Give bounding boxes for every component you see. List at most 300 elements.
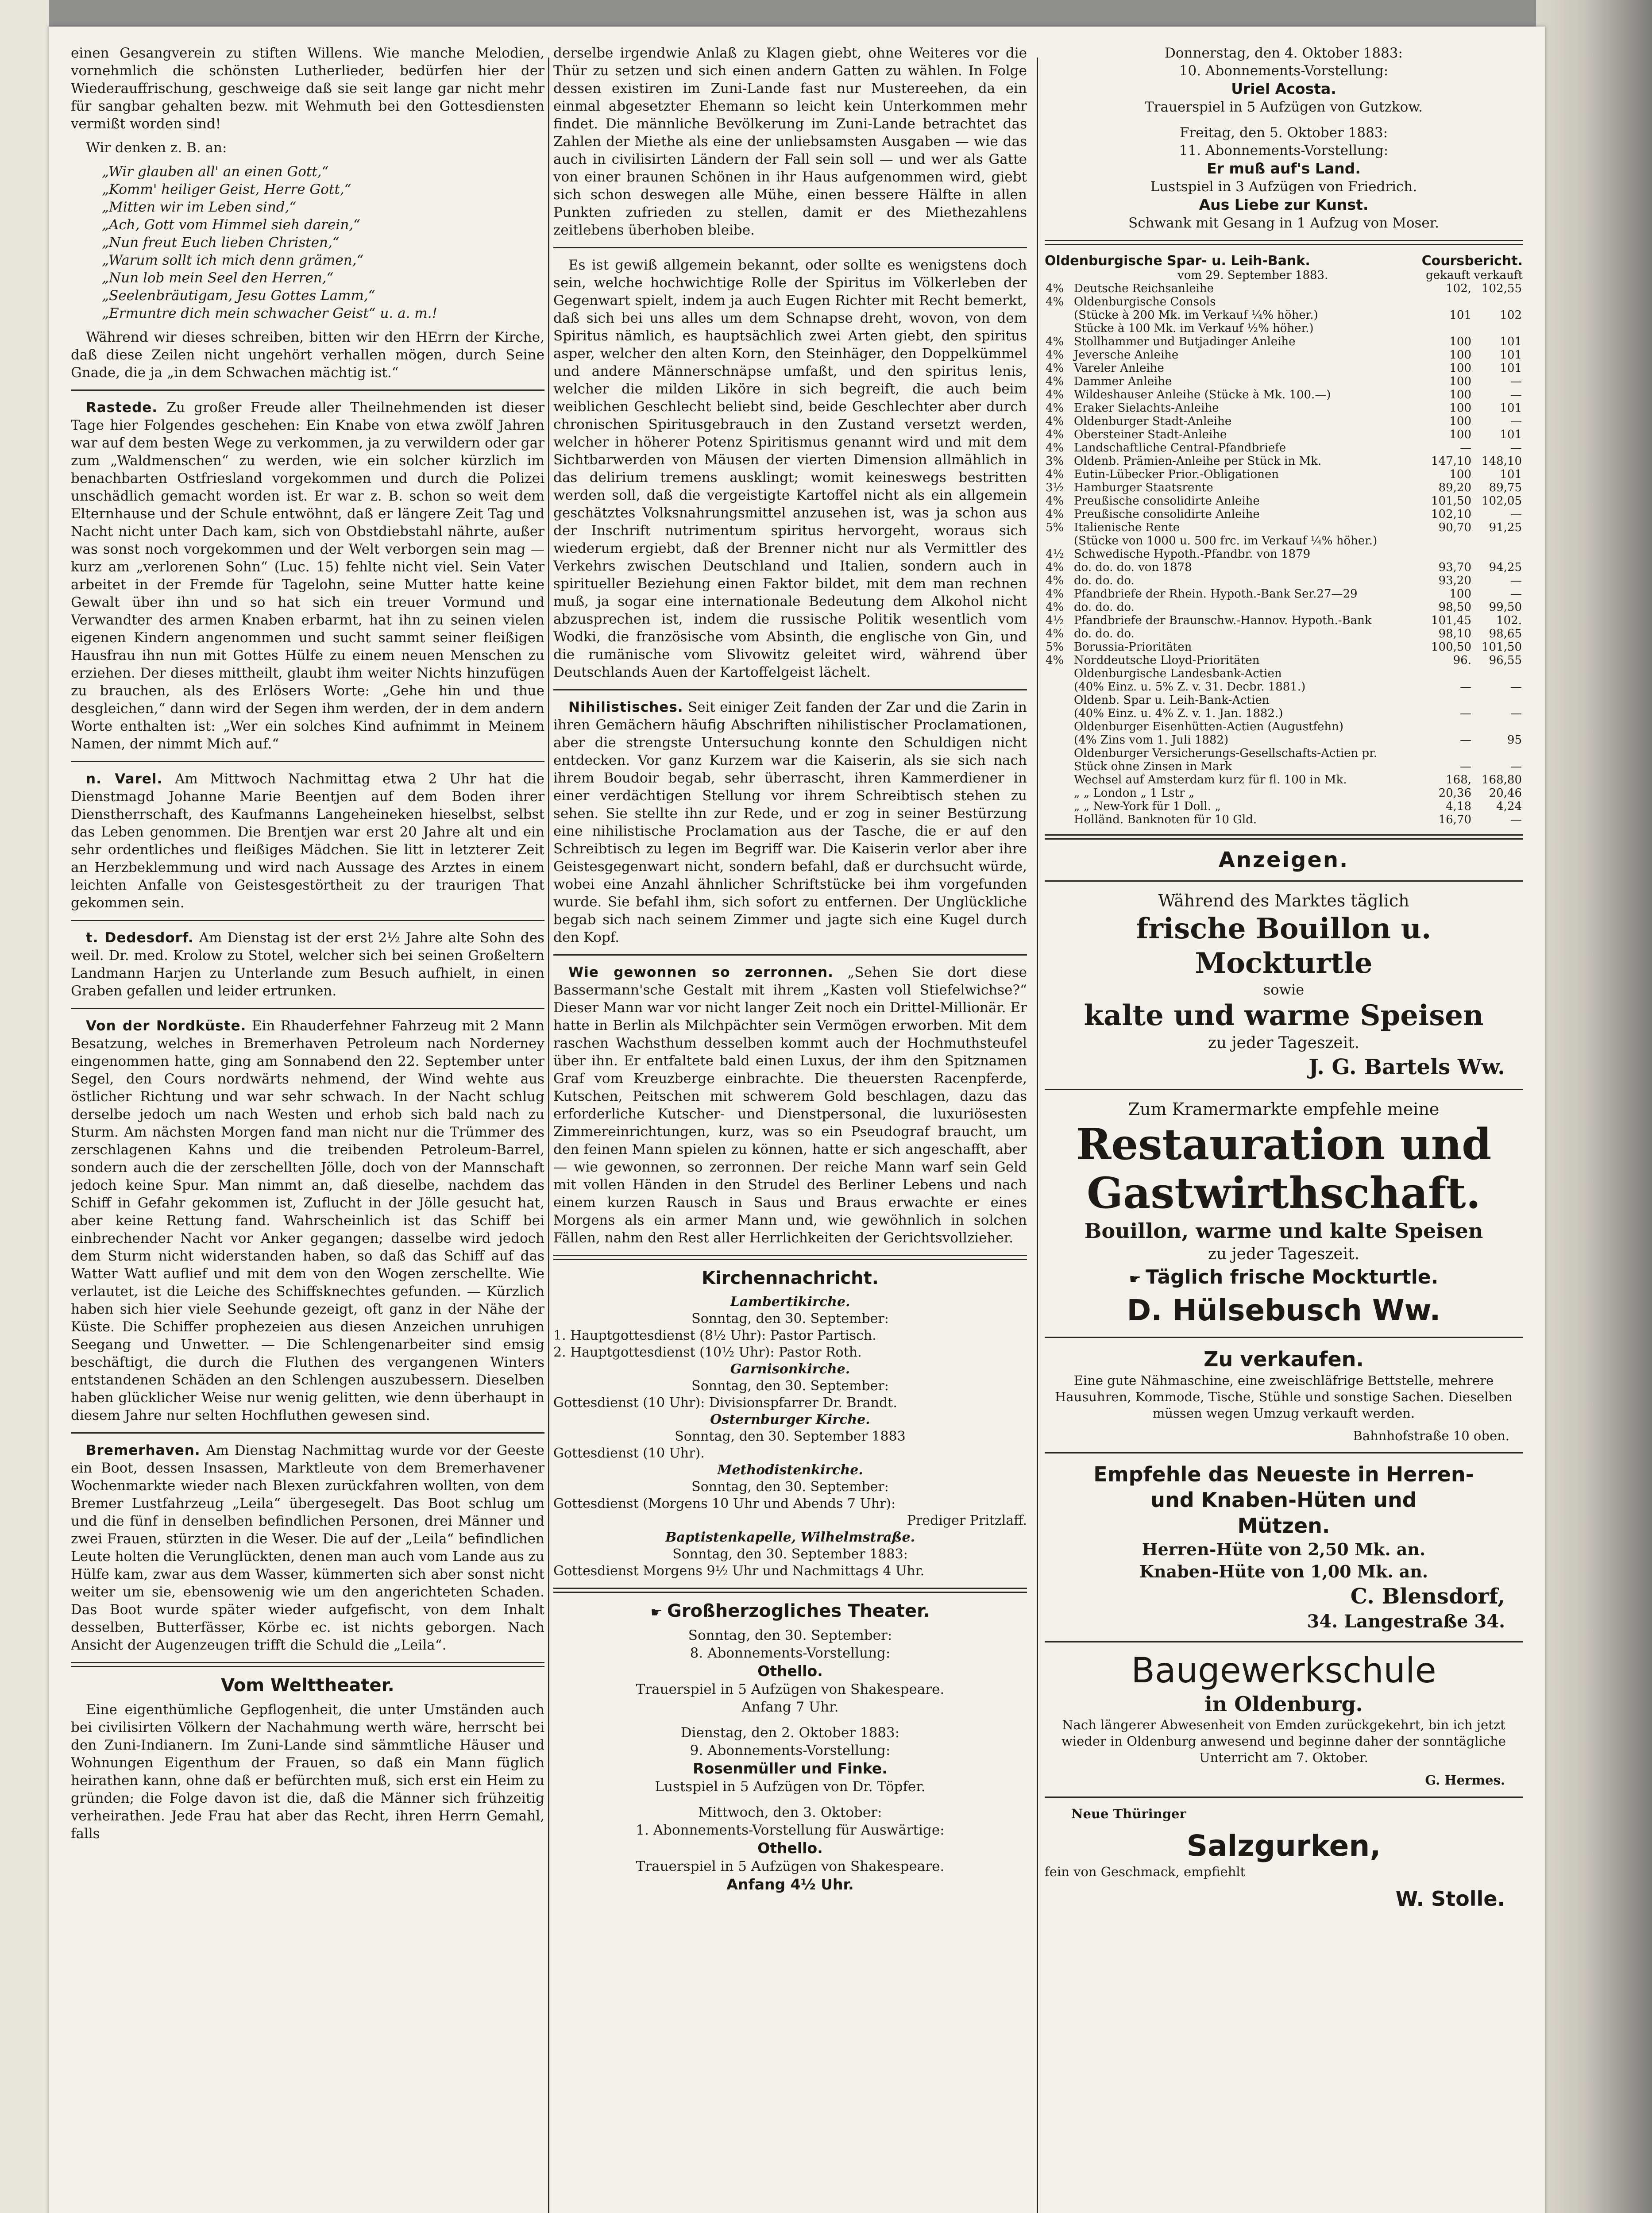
exchange-rate: 4½ [1046,547,1064,561]
church-line: Sonntag, den 30. September 1883: [672,1546,908,1562]
exchange-security: do. do. do. [1074,574,1135,587]
exchange-bought [1422,534,1472,547]
exchange-sold: 101 [1500,401,1522,415]
exchange-sold: 95 [1507,733,1522,747]
hymn-line: „Ach, Gott vom Himmel sieh darein,“ [102,217,361,233]
article-body: Seit einiger Zeit fanden der Zar und die Zarin in ihren Gemächern häufig Abschriften nihilistischer Proclamationen, aber die strengste Untersuchung konnte den Schuldigen nicht entdecken. Vor ganz Kurzem war die Kaiserin, als sie sich nach ihrem Boudoir begab, sehr überrascht, ihren Kammerdiener in einer verdächtigen Stellung vor ihrem Schreibtisch stehen zu sehen. Sie stellte ihn zur Rede, und er zog in seiner Bestürzung eine nihilistische Proclamation aus der Tasche, die er auf den Schreibtisch zu legen im Begriff war. Die Kaiserin verlor aber ihre Geistesgegenwart nicht, sondern befahl, daß er durchsucht würde, wobei eine Anzahl ähnlicher Schriftstücke bei ihm vorgefunden wurde. Sie befahl ihm, sich sofort zu entfernen. Der Unglückliche begab sich nach seinem Zimmer und jagte sich eine Kugel durch den Kopf. [553,699,1027,945]
exchange-security: Pfandbriefe der Braunschw.-Hannov. Hypoth.-Bank [1074,614,1372,627]
ad-zu-verkaufen [1045,1346,1523,1444]
exchange-sold: — [1510,760,1522,773]
exchange-security: „ „ London „ 1 Lstr „ [1074,787,1195,800]
exchange-sold: 101 [1500,428,1522,441]
exchange-sold [1472,667,1523,680]
report-date: vom 29. September 1883. [1177,269,1328,282]
exchange-bought: 102, [1446,282,1471,295]
exchange-bought [1422,322,1472,335]
exchange-row [1045,627,1523,640]
news-item [71,770,544,912]
exchange-bought: 101,50 [1431,494,1471,508]
exchange-report-header [1045,253,1523,269]
exchange-bought: 101 [1449,308,1471,322]
news-body: Am Mittwoch Nachmittag etwa 2 Uhr hat die Dienstmagd Johanne Marie Beentjen auf dem Boden ihrer Dienstherrschaft, des Kaufmanns Langeheineken hieselbst, selbst das Leben genommen. Die Brentjen war erst 20 Jahre alt und ein sehr ordentliches und fleißiges Mädchen. Sie litt in letzterer Zeit an Herzbeklemmung und wird nach Aussage des Arztes in einem leichten Anfalle von Geistesgestörtheit zu der traurigen That gekommen sein. [71,771,544,911]
exchange-security: Preußische consolidirte Anleihe [1074,508,1260,521]
exchange-row [1045,282,1523,295]
adjacent-page-edge [0,0,49,2213]
exchange-sold: 101,50 [1482,640,1522,654]
exchange-rate: 4% [1046,428,1064,441]
exchange-bought: — [1460,760,1471,773]
exchange-rate [1045,800,1073,813]
theater-program [553,1627,1027,1894]
exchange-security: Eutin-Lübecker Prior.-Obligationen [1074,468,1279,481]
news-item [71,1017,544,1424]
exchange-rate [1045,308,1073,322]
exchange-security: Obersteiner Stadt-Anleihe [1074,428,1227,441]
ad-headline: Gastwirthschaft. [1087,1168,1481,1218]
church-line: Gottesdienst (Morgens 10 Uhr und Abends 7 Uhr): [553,1496,896,1511]
exchange-sold: 89,75 [1489,481,1522,494]
ad-text: Nach längerer Abwesenheit von Emden zurückgekehrt, bin ich jetzt wieder in Oldenburg anwesend und beginne daher der sonntägliche Unterricht am 7. Oktober. [1061,1717,1506,1765]
news-item [71,399,544,753]
exchange-rate: 5% [1046,521,1064,534]
exchange-sold [1472,534,1523,547]
exchange-row [1045,561,1523,574]
divider [1045,1797,1523,1798]
exchange-sold: — [1510,574,1522,587]
ad-line: sowie [1263,981,1305,998]
exchange-bought [1422,720,1472,733]
program-line: 11. Abonnements-Vorstellung: [1179,143,1389,158]
program-line: Trauerspiel in 5 Aufzügen von Shakespeare. [636,1858,945,1874]
ad-signature: D. Hülsebusch Ww. [1127,1293,1441,1327]
exchange-sold: — [1510,813,1522,826]
program-line: Mittwoch, den 3. Oktober: [698,1804,882,1820]
column-rule [1037,58,1038,2213]
newspaper-page [49,27,1545,2213]
poem-close: Während wir dieses schreiben, bitten wir den HErrn der Kirche, daß diese Zeilen nicht ungehört verhallen mögen, durch Seine Gnade, die ja „in dem Schwachen mächtig ist.“ [71,329,544,381]
hymn-list [102,163,544,322]
hymn-line: „Mitten wir im Leben sind,“ [102,199,297,215]
exchange-bought: 100 [1449,388,1471,401]
article-continued: derselbe irgendwie Anlaß zu Klagen giebt, ohne Weiteres vor die Thür zu setzen und sich einen andern Gatten zu wählen. In Folge dessen existiren im Zuni-Lande fast nur Mustereehen, da ein einmal abgesetzter Ehemann so leicht kein Unterkommen mehr findet. Die männliche Bevölkerung im Zuni-Lande betrachtet das Zahlen der Miethe als eine der unliebsamsten Ausgaben — wie das auch in civilisirten Ländern der Fall sein soll — und wer als Gatte von einer braunen Schönen in ihr Haus aufgenommen wird, giebt sich schon deswegen alle Mühe, einen bessere Hälfte in allen Punkten zufrieden zu stellen, damit er des Miethezahlens zeitlebens überhoben bleibe. [553,45,1027,238]
divider [1045,240,1523,245]
exchange-bought: 147,10 [1431,455,1471,468]
exchange-security: Stollhammer und Butjadinger Anleihe [1074,335,1296,348]
exchange-sold [1472,322,1523,335]
exchange-table [1045,282,1523,826]
exchange-row [1045,640,1523,654]
poem-lead: Wir denken z. B. an: [86,140,227,156]
ad-line: Herren-Hüte von 2,50 Mk. an. [1142,1539,1426,1559]
exchange-rate: 4% [1046,375,1064,388]
exchange-bought: 16,70 [1438,813,1471,826]
exchange-security: Wildeshauser Anleihe (Stücke à Mk. 100.—) [1074,388,1331,401]
exchange-security: Oldenburgische Consols [1074,295,1216,308]
exchange-sold: 94,25 [1489,561,1522,574]
exchange-sold [1472,747,1523,760]
ad-headline: frische Bouillon u. Mockturtle [1136,912,1432,980]
exchange-sold: 101 [1500,348,1522,362]
exchange-row [1045,733,1523,747]
program-line: Schwank mit Gesang in 1 Aufzug von Moser. [1128,215,1440,231]
divider [553,689,1027,690]
exchange-bought: 90,70 [1438,521,1471,534]
exchange-rate: 4% [1046,561,1064,574]
church-line: Garnisonkirche. [730,1361,850,1377]
exchange-security: Wechsel auf Amsterdam kurz für fl. 100 in Mk. [1074,773,1347,787]
exchange-row [1045,295,1523,308]
ad-text: Eine gute Nähmaschine, eine zweischläfrige Bettstelle, mehrere Hausuhren, Kommode, Tische, Stühle und sonstige Sachen. Dieselben müssen wegen Umzug verkauft werden. [1055,1373,1513,1421]
exchange-row [1045,534,1523,547]
ads-title: Anzeigen. [1218,848,1349,872]
exchange-security: Stücke à 100 Mk. im Verkauf ½% höher.) [1074,322,1314,335]
exchange-row [1045,455,1523,468]
exchange-bought: — [1460,733,1471,747]
ad-line: Während des Marktes täglich [1158,891,1409,910]
divider [71,1008,544,1009]
hymn-line: „Nun lob mein Seel den Herren,“ [102,270,334,286]
exchange-sold: — [1510,415,1522,428]
ad-line: zu jeder Tageszeit. [1208,1245,1360,1263]
ad-line [1045,1265,1523,1292]
exchange-rate: 4% [1046,441,1064,455]
exchange-row [1045,720,1523,733]
ad-blensdorf [1045,1461,1523,1633]
exchange-security: Landschaftliche Central-Pfandbriefe [1074,441,1286,455]
divider [1045,1641,1523,1642]
exchange-rate: 4½ [1046,614,1064,627]
news-heading: Bremerhaven. [86,1442,201,1458]
divider [553,954,1027,956]
news-body: Zu großer Freude aller Theilnehmenden ist dieser Tage hier Folgendes geschehen: Ein Knabe von etwa zwölf Jahren war auf dem besten Wege zu verkommen, ja zu verwildern oder gar zum „Waldmenschen“ zu werden, wie ein solcher kürzlich im benachbarten Ostfriesland vorgekommen und durch die Polizei unschädlich gemacht worden ist. Er war z. B. schon so weit dem Elternhause und der Schule entwöhnt, daß er längere Zeit Tag und Nacht nicht unter Dach kam, sich von Obstdiebstahl nährte, außer was sonst noch vorgekommen und der Welt verborgen sein mag — kurz am „verlorenen Sohn“ (Luc. 15) fehlte nicht viel. Sein Vater arbeitet in der Fremde für Tagelohn, seine Mutter hatte keine Gewalt über ihn und so hat sich ein treuer Vormund und Verwandter des armen Knaben erbarmt, hat ihn zu seinen vielen eigenen Kindern angenommen und sucht sammt seiner fleißigen Hausfrau ihn nun mit Gottes Hülfe zu einem neuen Menschen zu erziehen. Der dieses mittheilt, glaubt ihm weiter Nichts hinzufügen zu brauchen, als des Erlösers Worte: „Gehe hin und thue desgleichen,“ dann wird der Segen ihm werden, der in dem andern Worte enthalten ist: „Wer ein solches Kind aufnimmt in Meinem Namen, der nimmt Mich auf.“ [71,400,544,752]
exchange-sold: 20,46 [1489,787,1522,800]
article-welttheater: Eine eigenthümliche Gepflogenheit, die unter Umständen auch bei civilisirten Völkern der Nachahmung werth wäre, herrscht bei den Zuni-Indianern. Im Zuni-Lande sind sämmtliche Häuser und Wohnungen Eigenthum der Frauen, so daß ein Mann füglich heirathen kann, ohne daß er befürchten muß, sich erst ein Heim zu gründen; die Folge davon ist die, daß die Männer sich frühzeitig verheirathen. Jede Frau hat aber das Recht, ihren Herrn Gemahl, falls [71,1702,544,1842]
exchange-security: Italienische Rente [1074,521,1180,534]
exchange-bought [1422,667,1472,680]
exchange-rate [1045,720,1073,733]
exchange-rate: 4% [1046,468,1064,481]
ad-line-text: Täglich frische Mockturtle. [1146,1266,1439,1288]
section-title: Vom Welttheater. [221,1675,394,1696]
ad-line: Knaben-Hüte von 1,00 Mk. an. [1139,1561,1428,1581]
ad-salzgurken [1045,1806,1523,1911]
column-rule [548,58,549,2213]
exchange-bought: 100 [1449,362,1471,375]
program-line: Lustspiel in 5 Aufzügen von Dr. Töpfer. [655,1779,926,1795]
report-subheader [1045,269,1523,282]
ad-headline: Baugewerkschule [1131,1651,1436,1691]
hymn-line: „Nun freut Euch lieben Christen,“ [102,235,340,251]
exchange-rate [1045,707,1073,720]
exchange-bought: 96. [1453,654,1471,667]
exchange-row [1045,680,1523,694]
exchange-bought: 101,45 [1431,614,1471,627]
report-title: Coursbericht. [1421,253,1523,269]
exchange-rate: 4% [1046,601,1064,614]
exchange-row [1045,707,1523,720]
ad-signature: C. Blensdorf, [1350,1584,1505,1609]
ad-baugewerkschule [1045,1650,1523,1789]
theater-program-continued [1045,44,1523,232]
exchange-sold: 168,80 [1482,773,1522,787]
exchange-row [1045,508,1523,521]
divider [1045,1337,1523,1338]
exchange-row [1045,547,1523,561]
exchange-sold: 98,65 [1489,627,1522,640]
program-line: 1. Abonnements-Vorstellung für Auswärtige: [636,1822,945,1838]
exchange-bought: 100 [1449,348,1471,362]
play-title: Anfang 4½ Uhr. [726,1876,854,1893]
ad-line: in Oldenburg. [1204,1692,1363,1716]
exchange-rate [1045,760,1073,773]
church-line: Lambertikirche. [730,1294,850,1310]
exchange-sold: 96,55 [1489,654,1522,667]
exchange-sold: 101 [1500,362,1522,375]
exchange-security: Pfandbriefe der Rhein. Hypoth.-Bank Ser.27—29 [1074,587,1358,601]
exchange-bought: 89,20 [1438,481,1471,494]
ad-headline: Salzgurken, [1186,1829,1381,1863]
exchange-bought: 93,20 [1438,574,1471,587]
program-line: 9. Abonnements-Vorstellung: [690,1743,891,1758]
exchange-sold: — [1510,441,1522,455]
news-heading: Rastede. [86,400,158,416]
exchange-row [1045,348,1523,362]
exchange-row [1045,468,1523,481]
exchange-row [1045,747,1523,760]
exchange-security: Eraker Sielachts-Anleihe [1074,401,1219,415]
church-line: Gottesdienst (10 Uhr): Divisionspfarrer Dr. Brandt. [553,1395,897,1411]
ad-line: Zum Kramermarkte empfehle meine [1128,1099,1440,1119]
exchange-security: Vareler Anleihe [1074,362,1164,375]
exchange-row [1045,667,1523,680]
article-heading: Wie gewonnen so zerronnen. [568,964,834,980]
ad-address: Bahnhofstraße 10 oben. [1353,1428,1509,1443]
exchange-security: Stück ohne Zinsen in Mark [1074,760,1232,773]
exchange-bought: 100 [1449,428,1471,441]
exchange-bought: 168, [1446,773,1471,787]
exchange-security: Preußische consolidirte Anleihe [1074,494,1260,508]
divider [1045,880,1523,882]
exchange-row [1045,401,1523,415]
exchange-bought: — [1460,680,1471,694]
article-gewonnen [553,964,1027,1247]
exchange-sold [1472,720,1523,733]
divider [71,1662,544,1667]
exchange-row [1045,494,1523,508]
exchange-rate [1045,787,1073,800]
news-body: Am Dienstag ist der erst 2½ Jahre alte Sohn des weil. Dr. med. Krolow zu Stotel, welcher sich bei seinen Großeltern Landmann Harjen zu Unterlande zum Besuch aufhielt, in einen Graben gefallen und leider ertrunken. [71,930,544,999]
exchange-rate [1045,813,1073,826]
exchange-rate: 4% [1046,362,1064,375]
divider [553,247,1027,248]
exchange-row [1045,322,1523,335]
article-spiritus: Es ist gewiß allgemein bekannt, oder sollte es wenigstens doch sein, welche hochwichtige Rolle der Spiritus im Völkerleben der Gegenwart spielt, indem ja auch Eugen Richter mit Recht bemerkt, daß sich bei uns alles um dem Schnapse dreht, wovon, von dem Spiritus nämlich, es hauptsächlich zwei Arten giebt, den spiritus asper, welcher den alten Korn, den Steinhäger, den Doppelkümmel und andere Männerschnäpse umfaßt, und den spiritus lenis, welcher die milden Liköre in sich begreift, die auch beim weiblichen Geschlecht beliebt sind, beide Geschlechter aber durch chronischen Spiritusgebrauch in den Zustand versetzt werden, welcher in höherer Potenz Spiritismus genannt wird und mit dem Sichtbarwerden von Mäusen der vierten Dimension allmählich in das delirium tremens ausklingt; womit keineswegs bestritten werden soll, daß die vergeistigte Kartoffel nicht als ein allgemein geschätztes Volksnahrungsmittel anzusehen ist, was ja schon aus der Inschrift nutrimentum spiritus hervorgeht, woraus sich wiederum ergiebt, daß der Brenner nicht nur als Vermittler des Verkehrs zwischen Deutschland und Italien, sondern auch in spiritueller Beziehung einen Faktor bildet, mit dem man rechnen muß, ja sogar eine internationale Bedeutung dem Alkohol nicht abzusprechen ist, indem die russische Politik wesentlich vom Wodki, die französische vom Absinth, die englische von Gin, und die rumänische vom Slivowitz geleitet wird, während über Deutschlands Auen der Kartoffelgeist lächelt. [553,257,1027,680]
exchange-sold: 4,24 [1496,800,1522,813]
exchange-row [1045,481,1523,494]
ad-headline: Zu verkaufen. [1204,1347,1364,1371]
program-line: Freitag, den 5. Oktober 1883: [1179,125,1388,141]
news-heading: t. Dedesdorf. [86,930,194,946]
exchange-security: Dammer Anleihe [1074,375,1172,388]
exchange-security: (Stücke von 1000 u. 500 frc. im Verkauf ¼% höher.) [1074,534,1378,547]
article-heading: Nihilistisches. [568,699,683,715]
exchange-bought: — [1460,707,1471,720]
exchange-rate: 4% [1046,282,1064,295]
exchange-row [1045,694,1523,707]
ad-line: Mützen. [1237,1514,1330,1538]
exchange-bought: 102,10 [1431,508,1471,521]
exchange-security: Hamburger Staatsrente [1074,481,1213,494]
exchange-bought: 98,50 [1438,601,1471,614]
program-line: Sonntag, den 30. September: [688,1627,892,1643]
exchange-sold: 148,10 [1482,455,1522,468]
ad-line: fein von Geschmack, empfiehlt [1045,1864,1246,1879]
exchange-rate: 4% [1046,335,1064,348]
ad-line: und Knaben-Hüten und [1150,1488,1417,1512]
exchange-rate [1045,694,1073,707]
exchange-security: Oldenb. Prämien-Anleihe per Stück in Mk. [1074,455,1322,468]
exchange-security: Norddeutsche Lloyd-Prioritäten [1074,654,1260,667]
exchange-sold: — [1510,375,1522,388]
ad-signature: W. Stolle. [1395,1887,1505,1911]
exchange-security: Deutsche Reichsanleihe [1074,282,1214,295]
exchange-row [1045,375,1523,388]
exchange-bought: 100 [1449,335,1471,348]
play-title: Othello. [757,1839,823,1857]
exchange-sold: 101 [1500,468,1522,481]
news-heading: n. Varel. [86,771,163,787]
exchange-security: Jeversche Anleihe [1074,348,1179,362]
exchange-security: do. do. do. [1074,601,1135,614]
exchange-sold: — [1510,680,1522,694]
exchange-rate [1045,733,1073,747]
exchange-rate: 4% [1046,401,1064,415]
exchange-security: do. do. do. [1074,627,1135,640]
exchange-security: Oldenburger Stadt-Anleihe [1074,415,1232,428]
church-line: 2. Hauptgottesdienst (10½ Uhr): Pastor Roth. [553,1345,862,1360]
exchange-row [1045,428,1523,441]
bank-name: Oldenburgische Spar- u. Leih-Bank. [1045,253,1310,269]
hymn-line: „Seelenbräutigam, Jesu Gottes Lamm,“ [102,288,375,304]
exchange-bought: 100 [1449,468,1471,481]
exchange-sold: 102. [1496,614,1522,627]
exchange-security: Oldenburgische Landesbank-Actien [1074,667,1282,680]
exchange-rate: 5% [1046,640,1064,654]
theater-title-text: Großherzogliches Theater. [667,1601,930,1621]
exchange-rate: 3% [1046,455,1064,468]
exchange-security: „ „ New-York für 1 Doll. „ [1074,800,1221,813]
church-line: Sonntag, den 30. September: [691,1479,889,1495]
ad-headline: Restauration und [1076,1119,1492,1169]
pointing-hand-icon: ☛ [650,1605,667,1620]
church-line: Gottesdienst Morgens 9½ Uhr und Nachmittags 4 Uhr. [553,1563,925,1579]
exchange-security: (40% Einz. u. 5% Z. v. 31. Decbr. 1881.) [1074,680,1306,694]
ad-line: zu jeder Tageszeit. [1208,1034,1360,1052]
exchange-bought [1422,295,1472,308]
hymn-line: „Warum sollt ich mich denn grämen,“ [102,252,364,268]
church-line: Gottesdienst (10 Uhr). [553,1446,705,1461]
exchange-bought [1422,747,1472,760]
news-item [71,929,544,1000]
program-line: Lustspiel in 3 Aufzügen von Friedrich. [1150,179,1417,195]
exchange-row [1045,441,1523,455]
play-title: Uriel Acosta. [1231,80,1336,97]
news-item [71,1442,544,1654]
exchange-sold [1472,295,1523,308]
column-3 [1045,44,1523,2213]
exchange-bought: — [1460,441,1471,455]
exchange-security: Borussia-Prioritäten [1074,640,1192,654]
news-body: Ein Rhauderfehner Fahrzeug mit 2 Mann Besatzung, welches in Bremerhaven Petroleum nach Norderney eingenommen hatte, ging am Sonnabend den 22. September unter Segel, den Cours nordwärts nehmend, der Wind wehte aus östlicher Richtung und war sehr schwach. In der Nacht schlug derselbe jedoch um nach Westen und erhob sich bald nach zu Sturm. Am nächsten Morgen fand man nicht nur die Trümmer des zerschlagenen Kahns und die treibenden Petroleum-Barrel, sondern auch die der zerschellten Jölle, doch von der Mannschaft jedoch keine Spur. Man nimmt an, daß dieselbe, nachdem das Schiff in Gefahr gekommen ist, Zuflucht in der Jölle gesucht hat, aber keine Rettung fand. Wahrscheinlich ist das Schiff bei einbrechender Nacht vor Anker gegangen; dasselbe wird jedoch dem Sturm nicht widerstanden haben, so daß das Schiff auf das Watter Watt auflief und mit dem von den Wogen zerschellte. Wie verlautet, ist die Leiche des Schiffsknechtes gefunden. — Kürzlich haben sich hier viele Seehunde gezeigt, oft ganz in der Nähe der Küste. Die Schiffer prophezeien aus diesen Anzeichen unruhigen Seegang und Unwetter. — Die Schlengenarbeiter sind emsig beschäftigt, die durch die Fluthen des vergangenen Winters entstandenen Schäden an den Schlengen auszubessern. Dieselben haben glücklicher Weise nur wenig gelitten, wie denn überhaupt in diesem Jahre nur selten Hochfluthen gewesen sind. [71,1018,544,1423]
exchange-row [1045,601,1523,614]
exchange-rate: 4% [1046,574,1064,587]
church-notices [553,1294,1027,1580]
divider [71,920,544,921]
program-line: Anfang 7 Uhr. [741,1699,839,1715]
exchange-rate [1045,747,1073,760]
exchange-bought: 4,18 [1446,800,1471,813]
exchange-rate: 4% [1046,415,1064,428]
ad-signature: G. Hermes. [1425,1773,1505,1788]
exchange-rate: 3½ [1046,481,1064,494]
exchange-row [1045,813,1523,826]
exchange-sold: 99,50 [1489,601,1522,614]
exchange-rate [1045,773,1073,787]
exchange-security: Holländ. Banknoten für 10 Gld. [1074,813,1257,826]
exchange-bought: 20,36 [1438,787,1471,800]
divider [1045,1452,1523,1453]
exchange-row [1045,654,1523,667]
pointing-hand-icon: ☛ [1129,1272,1146,1287]
exchange-security: Schwedische Hypoth.-Pfandbr. von 1879 [1074,547,1311,561]
exchange-security: Oldenburger Versicherungs-Gesellschafts-Actien pr. [1074,747,1378,760]
hymn-line: „Ermuntre dich mein schwacher Geist“ u. a. m.! [102,305,437,321]
divider [71,1432,544,1434]
exchange-row [1045,787,1523,800]
exchange-sold: 102,05 [1482,494,1522,508]
intro-paragraph: einen Gesangverein zu stiften Willens. Wie manche Melodien, vornehmlich die schönsten Lutherlieder, bedürfen hier der Wiederauffrischung, geschweige daß sie seit lange gar nicht mehr für sangbar gehalten bezw. mit Wehmuth bei den Gottesdiensten vermißt worden sind! [71,45,544,132]
col-label-sold: verkauft [1474,269,1523,282]
exchange-rate: 4% [1046,627,1064,640]
exchange-rate: 4% [1046,508,1064,521]
program-line: Dienstag, den 2. Oktober 1883: [680,1725,900,1741]
church-line: Osternburger Kirche. [710,1412,870,1427]
exchange-sold: 102 [1500,308,1522,322]
exchange-row [1045,335,1523,348]
exchange-sold [1472,547,1523,561]
exchange-row [1045,308,1523,322]
play-title: Othello. [757,1662,823,1680]
local-news [71,399,544,1654]
ad-huelsebusch [1045,1098,1523,1329]
exchange-row [1045,773,1523,787]
exchange-rate: 4% [1046,348,1064,362]
theater-title [553,1601,1027,1621]
exchange-sold: 102,55 [1482,282,1522,295]
column-2 [553,44,1027,2213]
exchange-bought: 93,70 [1438,561,1471,574]
article-nihilistisches [553,698,1027,946]
church-line: Sonntag, den 30. September 1883 [675,1429,906,1444]
exchange-rate [1045,534,1073,547]
ad-signature: J. G. Bartels Ww. [1308,1055,1505,1080]
church-line: Methodistenkirche. [717,1462,863,1478]
col-label-bought: gekauft [1426,269,1471,282]
exchange-bought: 100,50 [1431,640,1471,654]
exchange-bought: 98,10 [1438,627,1471,640]
column-1 [71,44,544,2213]
divider [553,1255,1027,1260]
